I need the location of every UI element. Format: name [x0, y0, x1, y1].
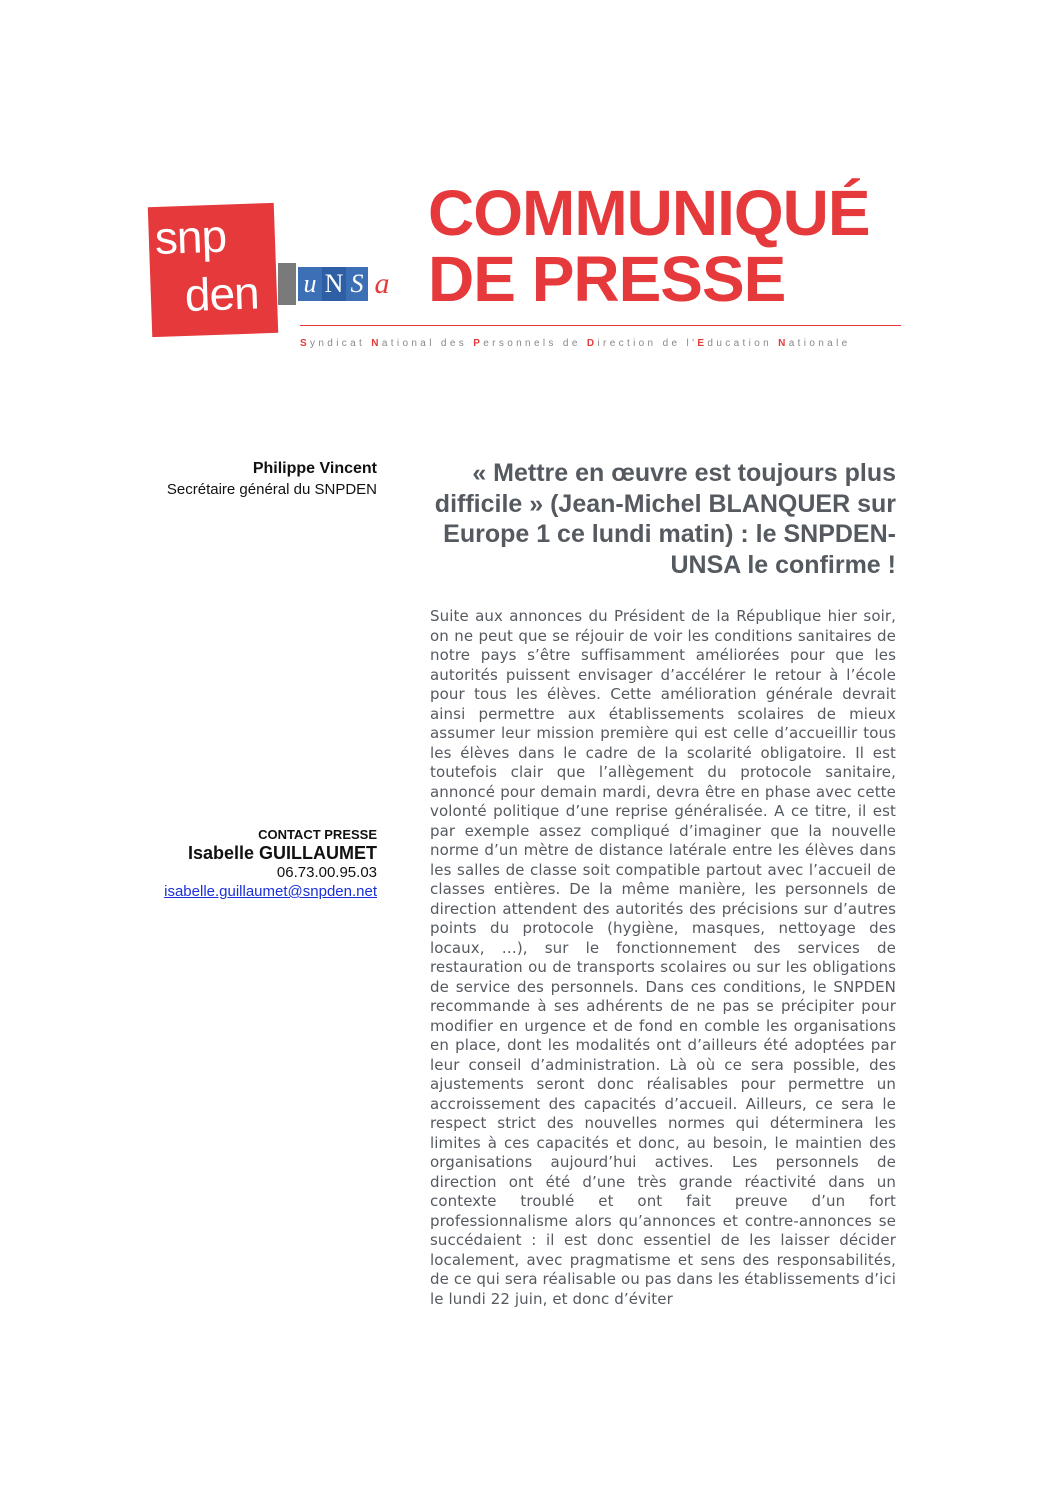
signatory-name: Philippe Vincent — [252, 460, 377, 477]
tagline-word: ationale — [788, 338, 851, 349]
tagline-cap: N — [371, 338, 382, 349]
tagline-word: irection de l' — [597, 338, 698, 349]
unsa-letter-a: a — [374, 267, 390, 300]
signatory-role: Secrétaire général du SNPDEN — [166, 481, 377, 498]
tagline-word: ational des — [381, 338, 474, 349]
tagline-cap: S — [300, 338, 311, 349]
tagline-cap: P — [473, 338, 484, 349]
press-body-text: Suite aux annonces du Président de la République hier soir, on ne peut que se réjouir de voir les conditions sanitaires de notre pays s’être suffisamment améliorées pour que les autorités puissent envisager d’accélérer le retour à l’école pour tous les élèves. Cette amélioration générale devrait ainsi permettre aux établissements scolaires de mieux assumer leur mission première qui est celle d’accueillir tous les élèves dans le cadre de la scolarité obligatoire. Il est toutefois clair que l’allègement du protocole sanitaire, annoncé pour demain mardi, devra être en phase avec cette volonté politique d’une reprise généralisée. A ce titre, il est par exemple assez compliqué d’imaginer que la nouvelle norme d’un mètre de distance latérale entre les élèves dans les salles de classe soit compatible partout avec l’accueil de classes entières. De la même manière, les personnels de direction attendent des autorités des précisions sur d’autres points du protocole (hygiène, masques, nettoyage des locaux, …), sur le fonctionnement des services de restauration ou de transports scolaires ou sur les obligations de service des personnels. Dans ces conditions, le SNPDEN recommande à ses adhérents de ne pas se précipiter pour modifier en urgence et de fond en comble les organisations en place, dont les modalités ont d’ailleurs été adoptées par leur conseil d’administration. Là où ce sera possible, des ajustements seront donc réalisables pour permettre un accroissement des capacités d’accueil. Ailleurs, ce sera le respect strict des nouvelles normes qui déterminera les limites à ces capacités et donc, au besoin, le maintien des organisations aujourd’hui actives. Les personnels de direction ont été d’une très grande réactivité dans un contexte troublé et ont fait preuve d’un fort professionnalisme alors qu’annonces et contre-annonces se succédaient : il est donc essentiel de les laisser décider localement, avec pragmatisme et sens des responsabilités, de ce qui sera réalisable ou pas dans les établissements d’ici le lundi 22 juin, et donc d’éviter — [430, 607, 896, 1308]
press-headline: « Mettre en œuvre est toujours plus difficile » (Jean-Michel BLANQUER sur Europe 1 ce lundi matin) : le SNPDEN-UNSA le confirme ! — [434, 459, 896, 579]
contact-label: CONTACT PRESSE — [258, 827, 377, 842]
unsa-logo-bar — [278, 263, 296, 305]
logo-snp-text: snp — [153, 209, 227, 264]
unsa-letter-s: S — [346, 267, 368, 301]
tagline-word: ducation — [707, 338, 779, 349]
title-line-2: DE PRESSE — [428, 243, 786, 315]
tagline-word: yndicat — [310, 338, 372, 349]
snpden-logo — [148, 203, 278, 337]
tagline-cap: D — [586, 338, 598, 349]
contact-name: Isabelle GUILLAUMET — [187, 843, 377, 863]
unsa-letter-u: u — [298, 267, 322, 301]
contact-phone: 06.73.00.95.03 — [276, 864, 377, 881]
tagline-cap: E — [697, 338, 708, 349]
title-line-1: COMMUNIQUÉ — [428, 177, 870, 249]
union-tagline — [300, 338, 904, 349]
logo-den-text: den — [183, 266, 260, 321]
page-title — [428, 177, 908, 315]
unsa-logo — [278, 263, 398, 305]
unsa-letter-n: N — [322, 267, 346, 301]
tagline-cap: N — [778, 338, 789, 349]
contact-email-link[interactable]: isabelle.guillaumet@snpden.net — [164, 883, 377, 900]
tagline-word: ersonnels de — [483, 338, 587, 349]
header-divider — [300, 325, 901, 326]
